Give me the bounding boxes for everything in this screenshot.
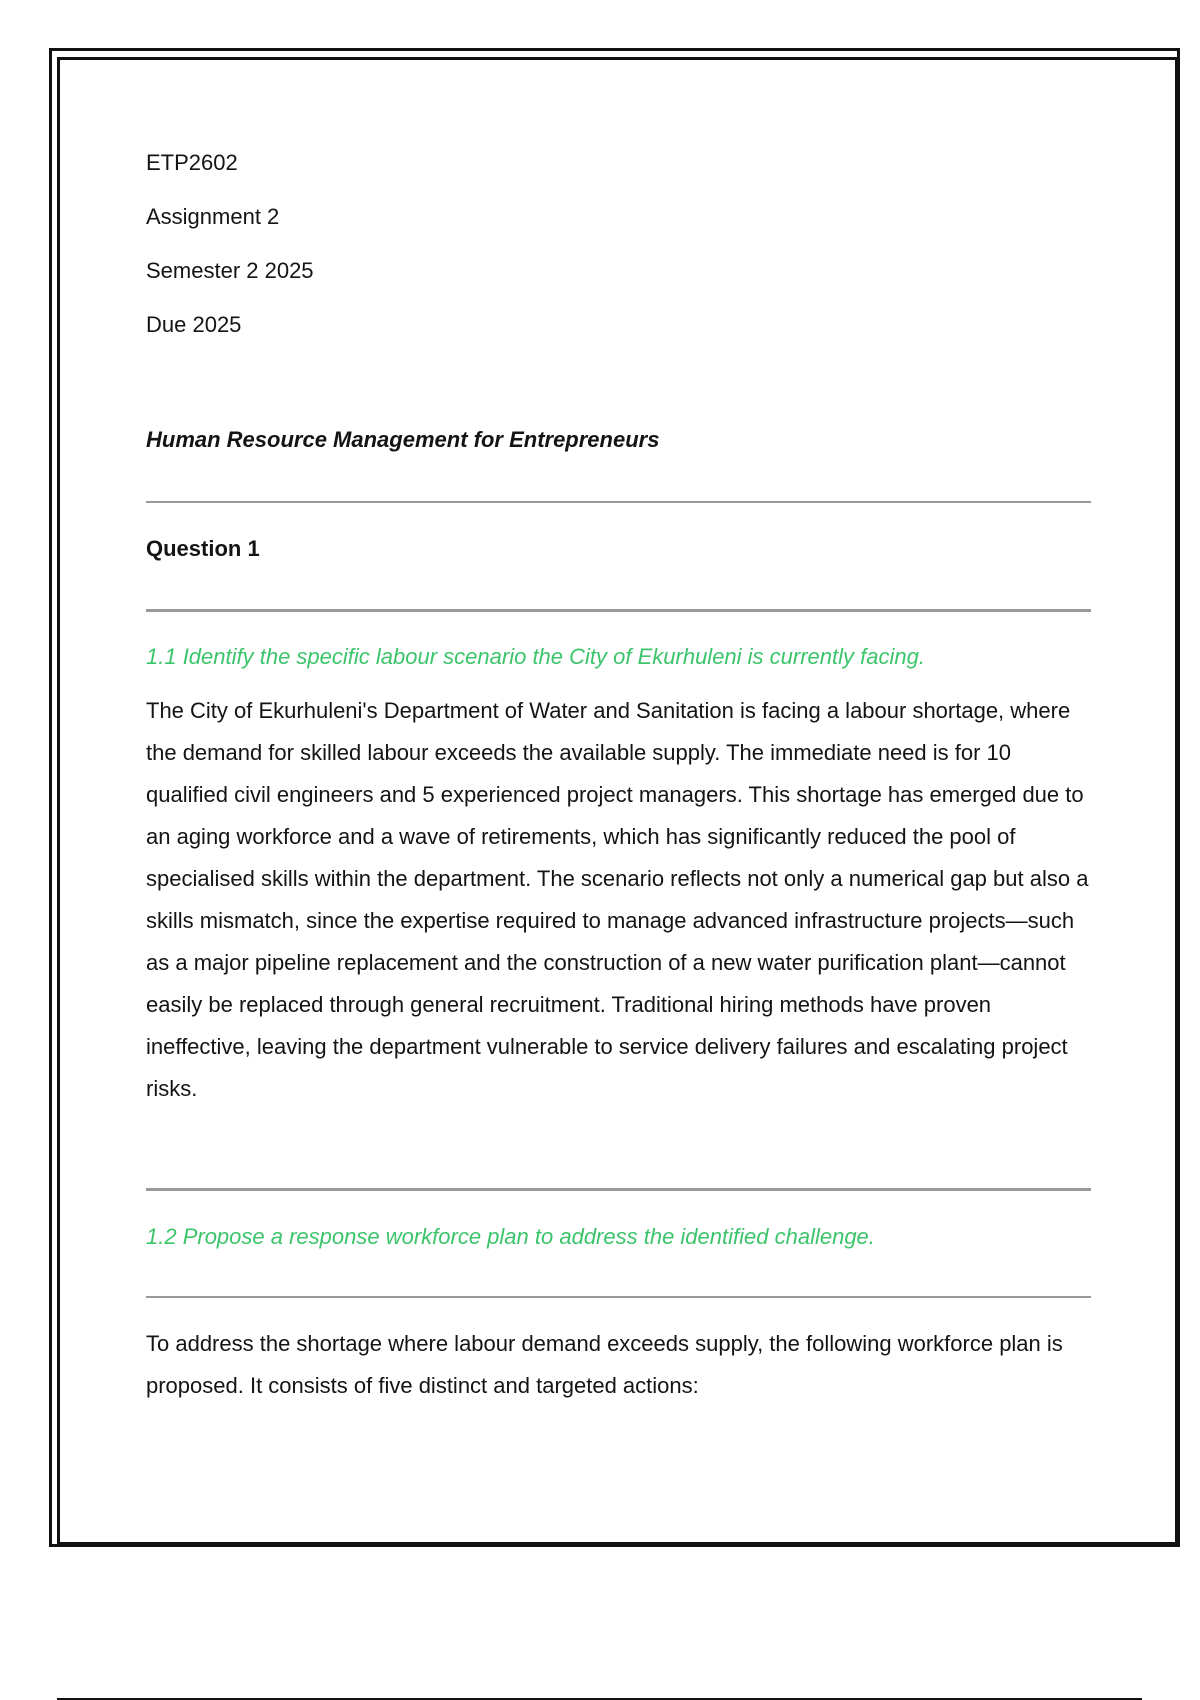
question-1-1-answer: The City of Ekurhuleni's Department of Water and Sanitation is facing a labour shortage, where the demand for skilled labour exceeds the available supply. The immediate need is for 10 qualified civil engineers and 5 experienced project managers. This shortage has emerged due to an aging workforce and a wave of retirements, which has significantly reduced the pool of specialised skills within the department. The scenario reflects not only a numerical gap but also a skills mismatch, since the expertise required to manage advanced infrastructure projects—such as a major pipeline replacement and the construction of a new water purification plant—cannot easily be replaced through general recruitment. Traditional hiring methods have proven ineffective, leaving the department vulnerable to service delivery failures and escalating project risks. — [146, 698, 1089, 1101]
question-heading: Question 1 — [146, 536, 260, 561]
course-title: Human Resource Management for Entrepreneurs — [146, 427, 660, 452]
divider-rule — [146, 609, 1091, 612]
semester-label: Semester 2 2025 — [146, 258, 314, 283]
assignment-label: Assignment 2 — [146, 204, 280, 229]
course-code: ETP2602 — [146, 150, 238, 175]
divider-rule — [146, 501, 1091, 503]
question-1-2-prompt: 1.2 Propose a response workforce plan to address the identified challenge. — [146, 1224, 875, 1249]
question-1-1-prompt: 1.1 Identify the specific labour scenario the City of Ekurhuleni is currently facing. — [146, 644, 925, 669]
document-header — [146, 150, 1091, 338]
divider-rule — [146, 1296, 1091, 1298]
question-1-2-answer: To address the shortage where labour demand exceeds supply, the following workforce plan is proposed. It consists of five distinct and targeted actions: — [146, 1331, 1063, 1398]
divider-rule — [146, 1188, 1091, 1191]
due-label: Due 2025 — [146, 312, 242, 337]
